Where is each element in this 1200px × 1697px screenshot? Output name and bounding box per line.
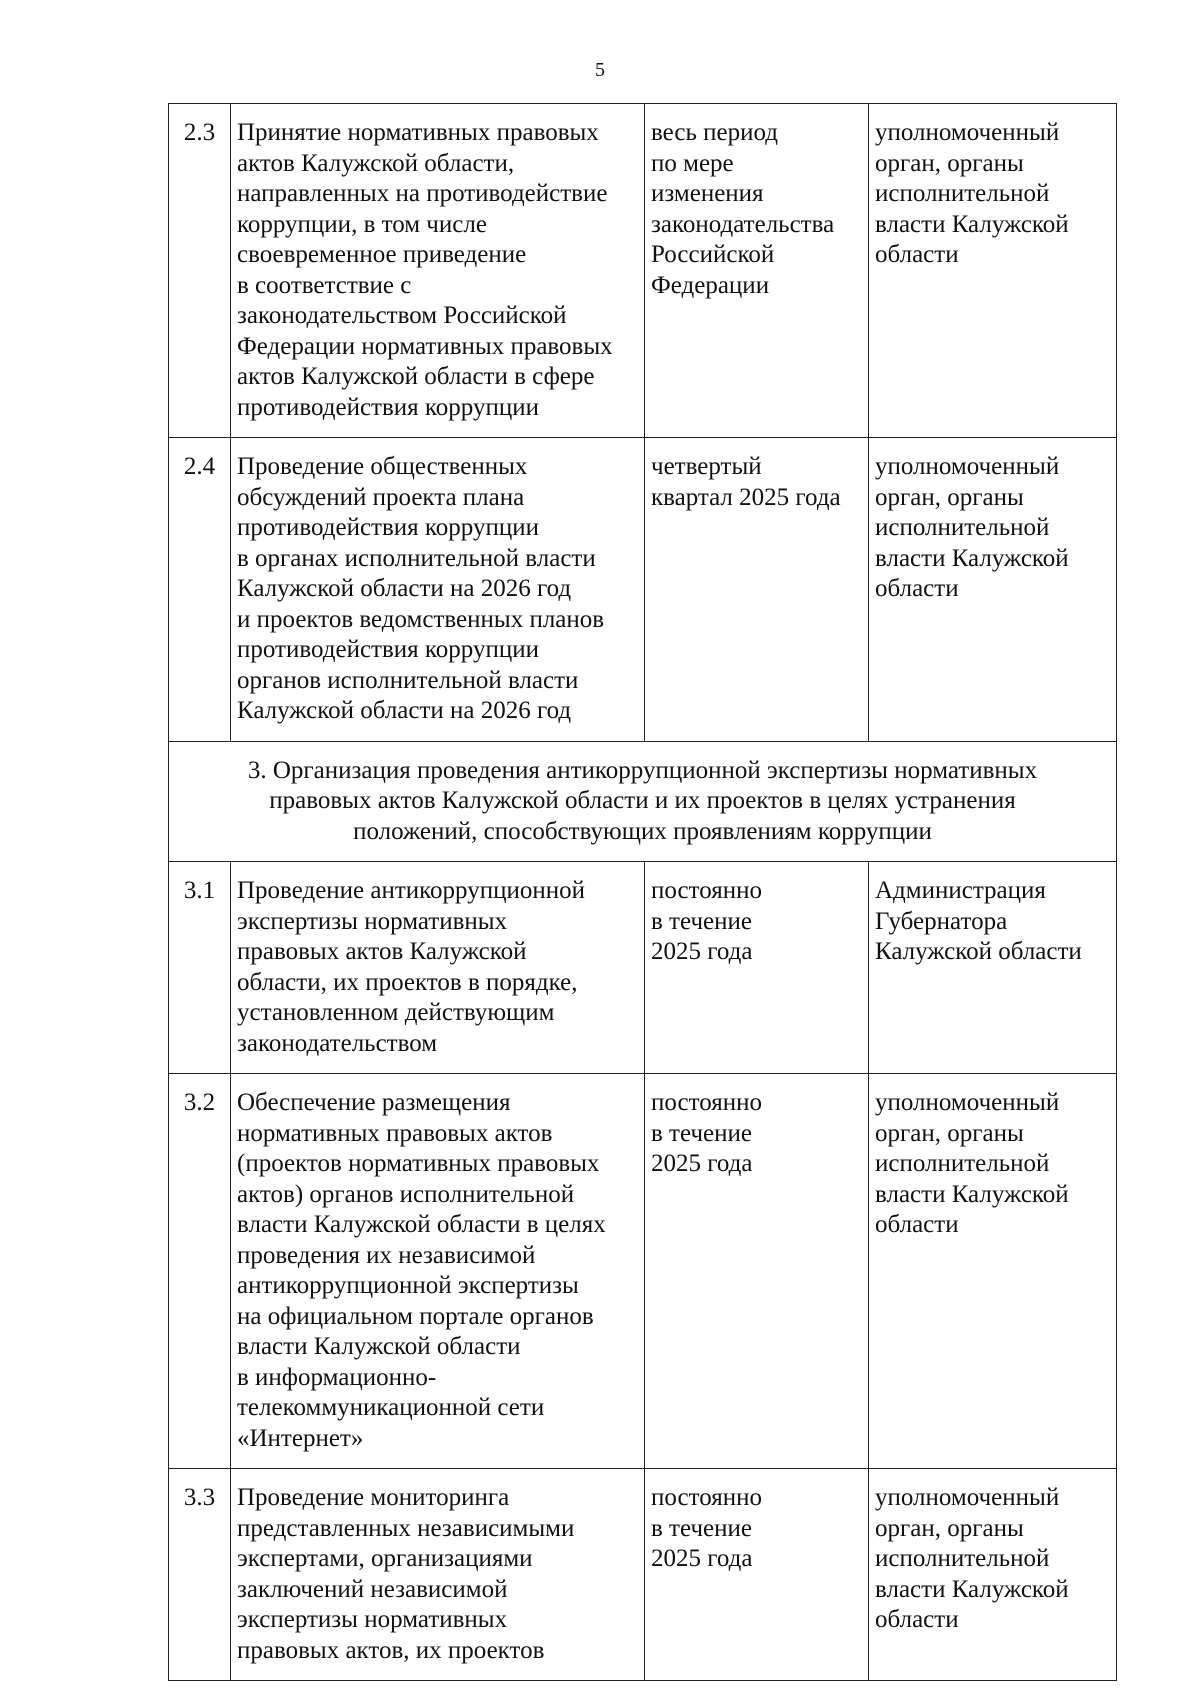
responsible-text: уполномоченный орган, органы исполнительной власти Калужской области [875, 453, 1069, 602]
row-number: 3.2 [169, 1074, 231, 1469]
term-text: постоянно в течение 2025 года [651, 877, 762, 965]
row-number: 3.3 [169, 1469, 231, 1681]
event-cell [231, 862, 645, 1074]
event-cell [231, 438, 645, 742]
table-row [169, 104, 1117, 438]
term-text: постоянно в течение 2025 года [651, 1089, 762, 1177]
responsible-cell [869, 1469, 1117, 1681]
term-cell [645, 104, 869, 438]
term-text: постоянно в течение 2025 года [651, 1484, 762, 1572]
event-cell [231, 1074, 645, 1469]
term-text: четвертый квартал 2025 года [651, 453, 841, 511]
responsible-cell [869, 862, 1117, 1074]
event-text: Обеспечение размещения нормативных правовых актов (проектов нормативных правовых актов) органов исполнительной власти Калужской области в целях проведения их независимой антикоррупционной экспертизы на официальном портале органов власти Калужской области в информационно- телекоммуникационной сети «Интернет» [237, 1089, 606, 1452]
event-text: Проведение общественных обсуждений проекта плана противодействия коррупции в органах исполнительной власти Калужской области на 2026 год и проектов ведомственных планов противодействия коррупции органов исполнительной власти Калужской области на 2026 год [237, 453, 605, 724]
event-cell [231, 1469, 645, 1681]
responsible-text: уполномоченный орган, органы исполнительной власти Калужской области [875, 119, 1069, 268]
responsible-cell [869, 438, 1117, 742]
table-row [169, 862, 1117, 1074]
section-title [169, 741, 1117, 862]
event-text: Проведение антикоррупционной экспертизы нормативных правовых актов Калужской области, их проектов в порядке, установленном действующим законодательством [237, 877, 585, 1057]
page-number: 5 [595, 59, 605, 81]
plan-table [168, 103, 1117, 1681]
term-cell [645, 1074, 869, 1469]
term-text: весь период по мере изменения законодательства Российской Федерации [651, 119, 835, 299]
term-cell [645, 438, 869, 742]
table-row [169, 438, 1117, 742]
responsible-cell [869, 104, 1117, 438]
term-cell [645, 1469, 869, 1681]
responsible-text: Администрация Губернатора Калужской области [875, 877, 1082, 965]
responsible-cell [869, 1074, 1117, 1469]
responsible-text: уполномоченный орган, органы исполнительной власти Калужской области [875, 1089, 1069, 1238]
event-text: Проведение мониторинга представленных независимыми экспертами, организациями заключений независимой экспертизы нормативных правовых актов, их проектов [237, 1484, 575, 1664]
table-row [169, 1469, 1117, 1681]
row-number: 2.4 [169, 438, 231, 742]
event-text: Принятие нормативных правовых актов Калужской области, направленных на противодействие коррупции, в том числе своевременное приведение в соответствие с законодательством Российской Федерации нормативных правовых актов Калужской области в сфере противодействия коррупции [237, 119, 613, 421]
section-header-row [169, 741, 1117, 862]
row-number: 2.3 [169, 104, 231, 438]
responsible-text: уполномоченный орган, органы исполнительной власти Калужской области [875, 1484, 1069, 1633]
row-number: 3.1 [169, 862, 231, 1074]
event-cell [231, 104, 645, 438]
table-row [169, 1074, 1117, 1469]
section-title-text: 3. Организация проведения антикоррупционной экспертизы нормативных правовых актов Калужской области и их проектов в целях устранения положений, способствующих проявлениям коррупции [247, 756, 1038, 845]
term-cell [645, 862, 869, 1074]
